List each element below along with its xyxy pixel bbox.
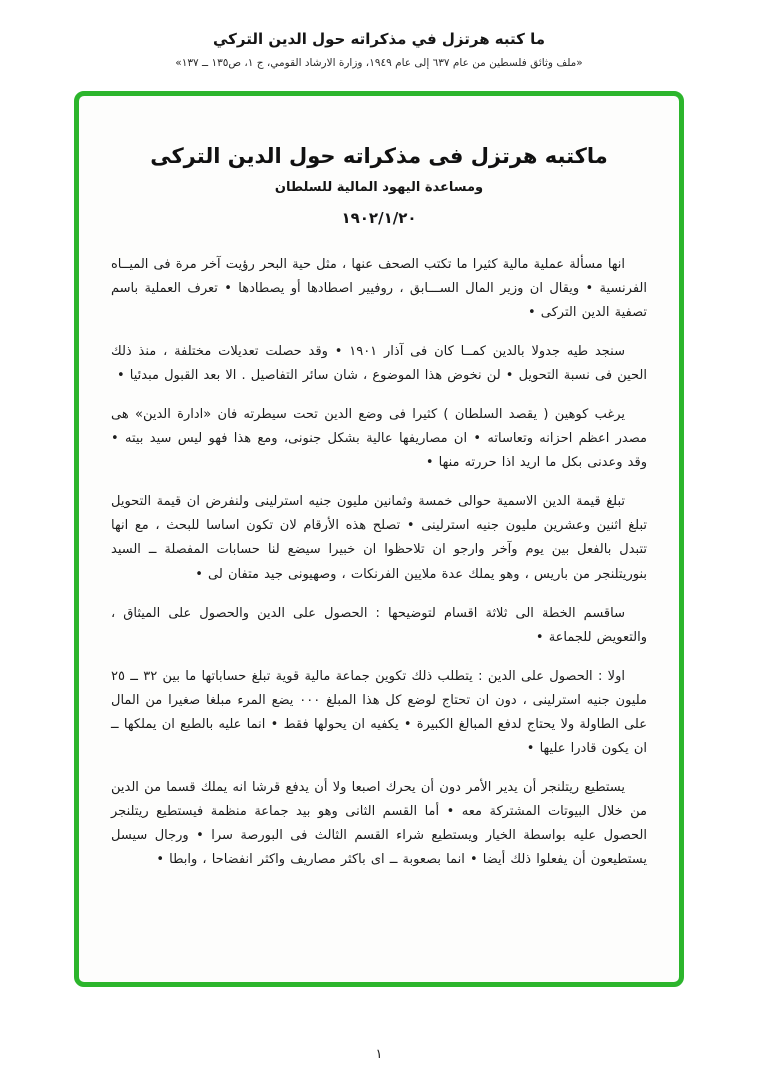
header-source-citation: «ملف وثائق فلسطين من عام ٦٣٧ إلى عام ١٩٤٩، وزارة الارشاد القومي، ج ١، ص١٣٥ ــ ١٣٧» (175, 57, 583, 69)
page-number: ١ (375, 1047, 383, 1062)
paragraph-6: اولا : الحصول على الدين : يتطلب ذلك تكوين جماعة مالية قوية تبلغ حساباتها ما بين ٣٢ ــ ٢٥ مليون جنيه استرلينى ، دون ان تحتاج لوضع كل هذا المبلغ ٠٠٠ يضع المرء مبلغا صغيرا من المال على الطاولة ولا يحتاج لدفع المبالغ الكبيرة • يكفيه ان يحولها فقط • انما عليه بالطبع ان يملكها ــ ان يكون قادرا عليها • (111, 668, 647, 756)
paragraph-5: ساقسم الخطة الى ثلاثة اقسام لتوضيحها : الحصول على الدين والحصول على الميثاق ، والتعويض للجماعة • (111, 605, 647, 645)
document-body (111, 253, 647, 872)
paragraph-7: يستطيع ريتلنجر أن يدير الأمر دون أن يحرك اصبعا ولا أن يدفع قرشا انه يملك قسما من الدين من خلال البيوتات المشتركة معه • أما القسم الثانى وهو بيد جماعة منظمة فيستطيع ريتلنجر الحصول عليه بواسطة الخيار ويستطيع شراء القسم الثالث فى البورصة سرا • ورجال سيسل يستطيعون أن يفعلوا ذلك أيضا • انما بصعوبة ــ اى باكثر مصاريف واكثر انفضاحا ، وابطا • (111, 779, 647, 867)
paragraph-1: انها مسألة عملية مالية كثيرا ما تكتب الصحف عنها ، مثل حية البحر رؤيت آخر مرة فى الميــاه الفرنسية • ويقال ان وزير المال الســـابق ، روفيير اصطادها أو يصطادها • تعرف العملية باسم تصفية الدين التركى • (111, 257, 647, 321)
green-frame (74, 91, 684, 987)
document-content (79, 96, 679, 872)
document-title: ماكتبه هرتزل فى مذكراته حول الدين التركى (150, 144, 608, 168)
document-date: ١٩٠٢/١/٢٠ (341, 209, 417, 227)
document-subtitle: ومساعدة اليهود المالية للسلطان (274, 180, 484, 195)
paragraph-2: سنجد طيه جدولا بالدين كمــا كان فى آذار ١٩٠١ • وقد حصلت تعديلات مختلفة ، منذ ذلك الحين فى نسبة التحويل • لن نخوض هذا الموضوع ، شان سائر التفاصيل . الا بعد القبول مبدئيا • (111, 344, 647, 384)
header-title: ما كتبه هرتزل في مذكراته حول الدين التركي (212, 30, 546, 48)
paragraph-4: تبلغ قيمة الدين الاسمية حوالى خمسة وثمانين مليون جنيه استرلينى ولنفرض ان قيمة التحويل تبلغ اثنين وعشرين مليون جنيه استرلينى • تصلح هذه الأرقام لان تكون اساسا للبحث ، مع انها تتبدل بالفعل بين يوم وآخر وارجو ان تلاحظوا ان خبيرا سيضع لنا حسابات المفصلة ــ السيد بنوريتلنجر من باريس ، وهو يملك عدة ملايين الفرنكات ، وصهيونى جيد متفان لى • (111, 494, 647, 582)
page-header (0, 0, 758, 69)
paragraph-3: يرغب كوهين ( يقصد السلطان ) كثيرا فى وضع الدين تحت سيطرته فان «ادارة الدين» هى مصدر اعظم احزانه وتعاساته • ان مصاريفها عالية بشكل جنونى، ومع هذا فهو ليس سيد بيته • وقد وعدنى بكل ما اريد اذا حررته منها • (111, 407, 647, 471)
